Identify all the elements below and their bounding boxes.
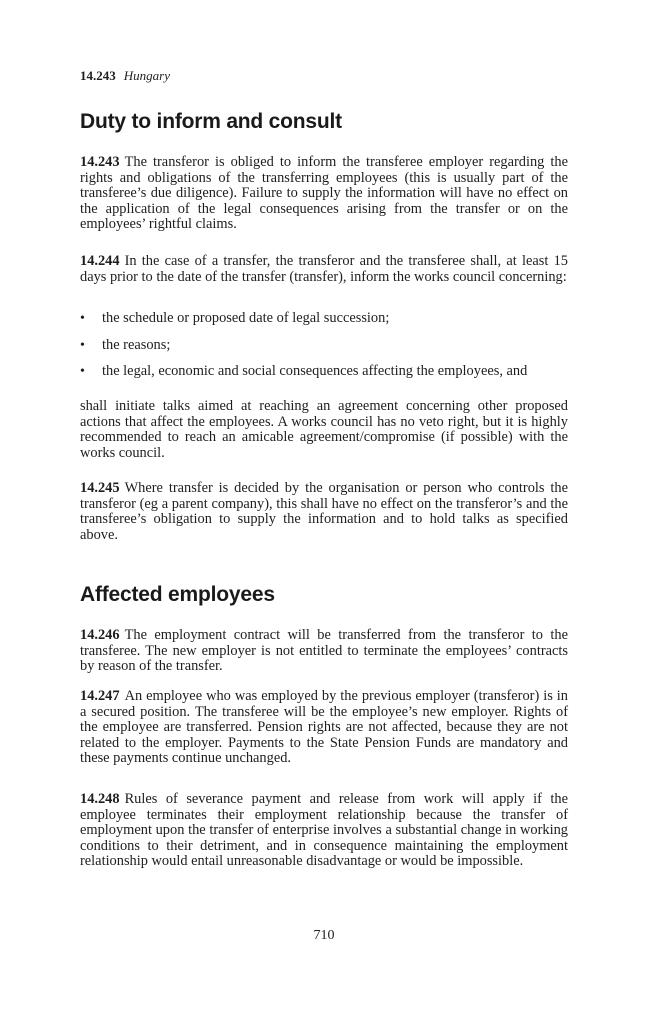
paragraph-number: 14.246 (80, 627, 120, 643)
paragraph-14-243 (80, 155, 568, 233)
page-number: 710 (313, 928, 335, 943)
paragraph-number: 14.245 (80, 480, 120, 496)
section-heading-affected-employees: Affected employees (80, 583, 275, 606)
bullet-icon: • (80, 337, 85, 353)
list-item-text: the legal, economic and social consequences affecting the employees, and (102, 363, 528, 379)
paragraph-text: In the case of a transfer, the transferor and the transferee shall, at least 15 days prior to the date of the transfer (transfer), inform the works council concerning: (80, 253, 568, 285)
paragraph-text: Where transfer is decided by the organisation or person who controls the transferor (eg a parent company), this shall have no effect on the transferor’s and the transferee’s obligation to supply the information and to hold talks as specified above. (80, 480, 568, 543)
bullet-icon: • (80, 311, 85, 326)
list-item (80, 338, 568, 354)
paragraph-14-247 (80, 689, 568, 767)
list-item-text: the schedule or proposed date of legal succession; (102, 310, 390, 326)
paragraph-14-245 (80, 481, 568, 543)
paragraph-number: 14.247 (80, 688, 120, 704)
list-item-text: the reasons; (102, 336, 171, 353)
paragraph-14-248 (80, 792, 568, 870)
paragraph-number: 14.243 (80, 154, 120, 170)
running-head-country: Hungary (123, 68, 170, 83)
section-heading-duty-to-inform: Duty to inform and consult (80, 110, 342, 133)
paragraph-continuation (80, 399, 568, 461)
paragraph-14-244 (80, 254, 568, 285)
paragraph-text: An employee who was employed by the previous employer (transferor) is in a secured position. The transferee will be the employee’s new employer. Rights of the employee are transferred. Pension rights are not affected, because they are not related to the employer. Payments to the State Pension Funds are mandatory and these payments continue unchanged. (80, 688, 568, 766)
paragraph-text: Rules of severance payment and release from work will apply if the employee terminates their employment relationship because the transfer of employment upon the transfer of enterprise involves a substantial change in working conditions to their detriment, and in consequence maintaining the employment relationship would entail unreasonable disadvantage or would be impossible. (80, 791, 568, 869)
list-item (80, 311, 568, 327)
running-head-number: 14.243 (80, 68, 116, 83)
paragraph-text: The transferor is obliged to inform the transferee employer regarding the rights and obligations of the transferring employees (this is usually part of the transferee’s due diligence). Failure to supply the information will have no effect on the application of the legal consequences arising from the transfer or on the employees’ rightful claims. (80, 154, 568, 232)
bullet-icon: • (80, 364, 85, 379)
paragraph-text: shall initiate talks aimed at reaching an agreement concerning other proposed actions that affect the employees. A works council has no veto right, but it is highly recommended to reach an amicable agreement/compromise (if possible) with the works council. (80, 398, 568, 461)
list-item (80, 364, 568, 380)
bullet-list (80, 311, 568, 391)
paragraph-14-246 (80, 628, 568, 675)
paragraph-number: 14.244 (80, 253, 120, 269)
running-head (80, 68, 170, 84)
paragraph-number: 14.248 (80, 791, 120, 807)
paragraph-text: The employment contract will be transferred from the transferor to the transferee. The new employer is not entitled to terminate the employees’ contracts by reason of the transfer. (80, 627, 568, 674)
